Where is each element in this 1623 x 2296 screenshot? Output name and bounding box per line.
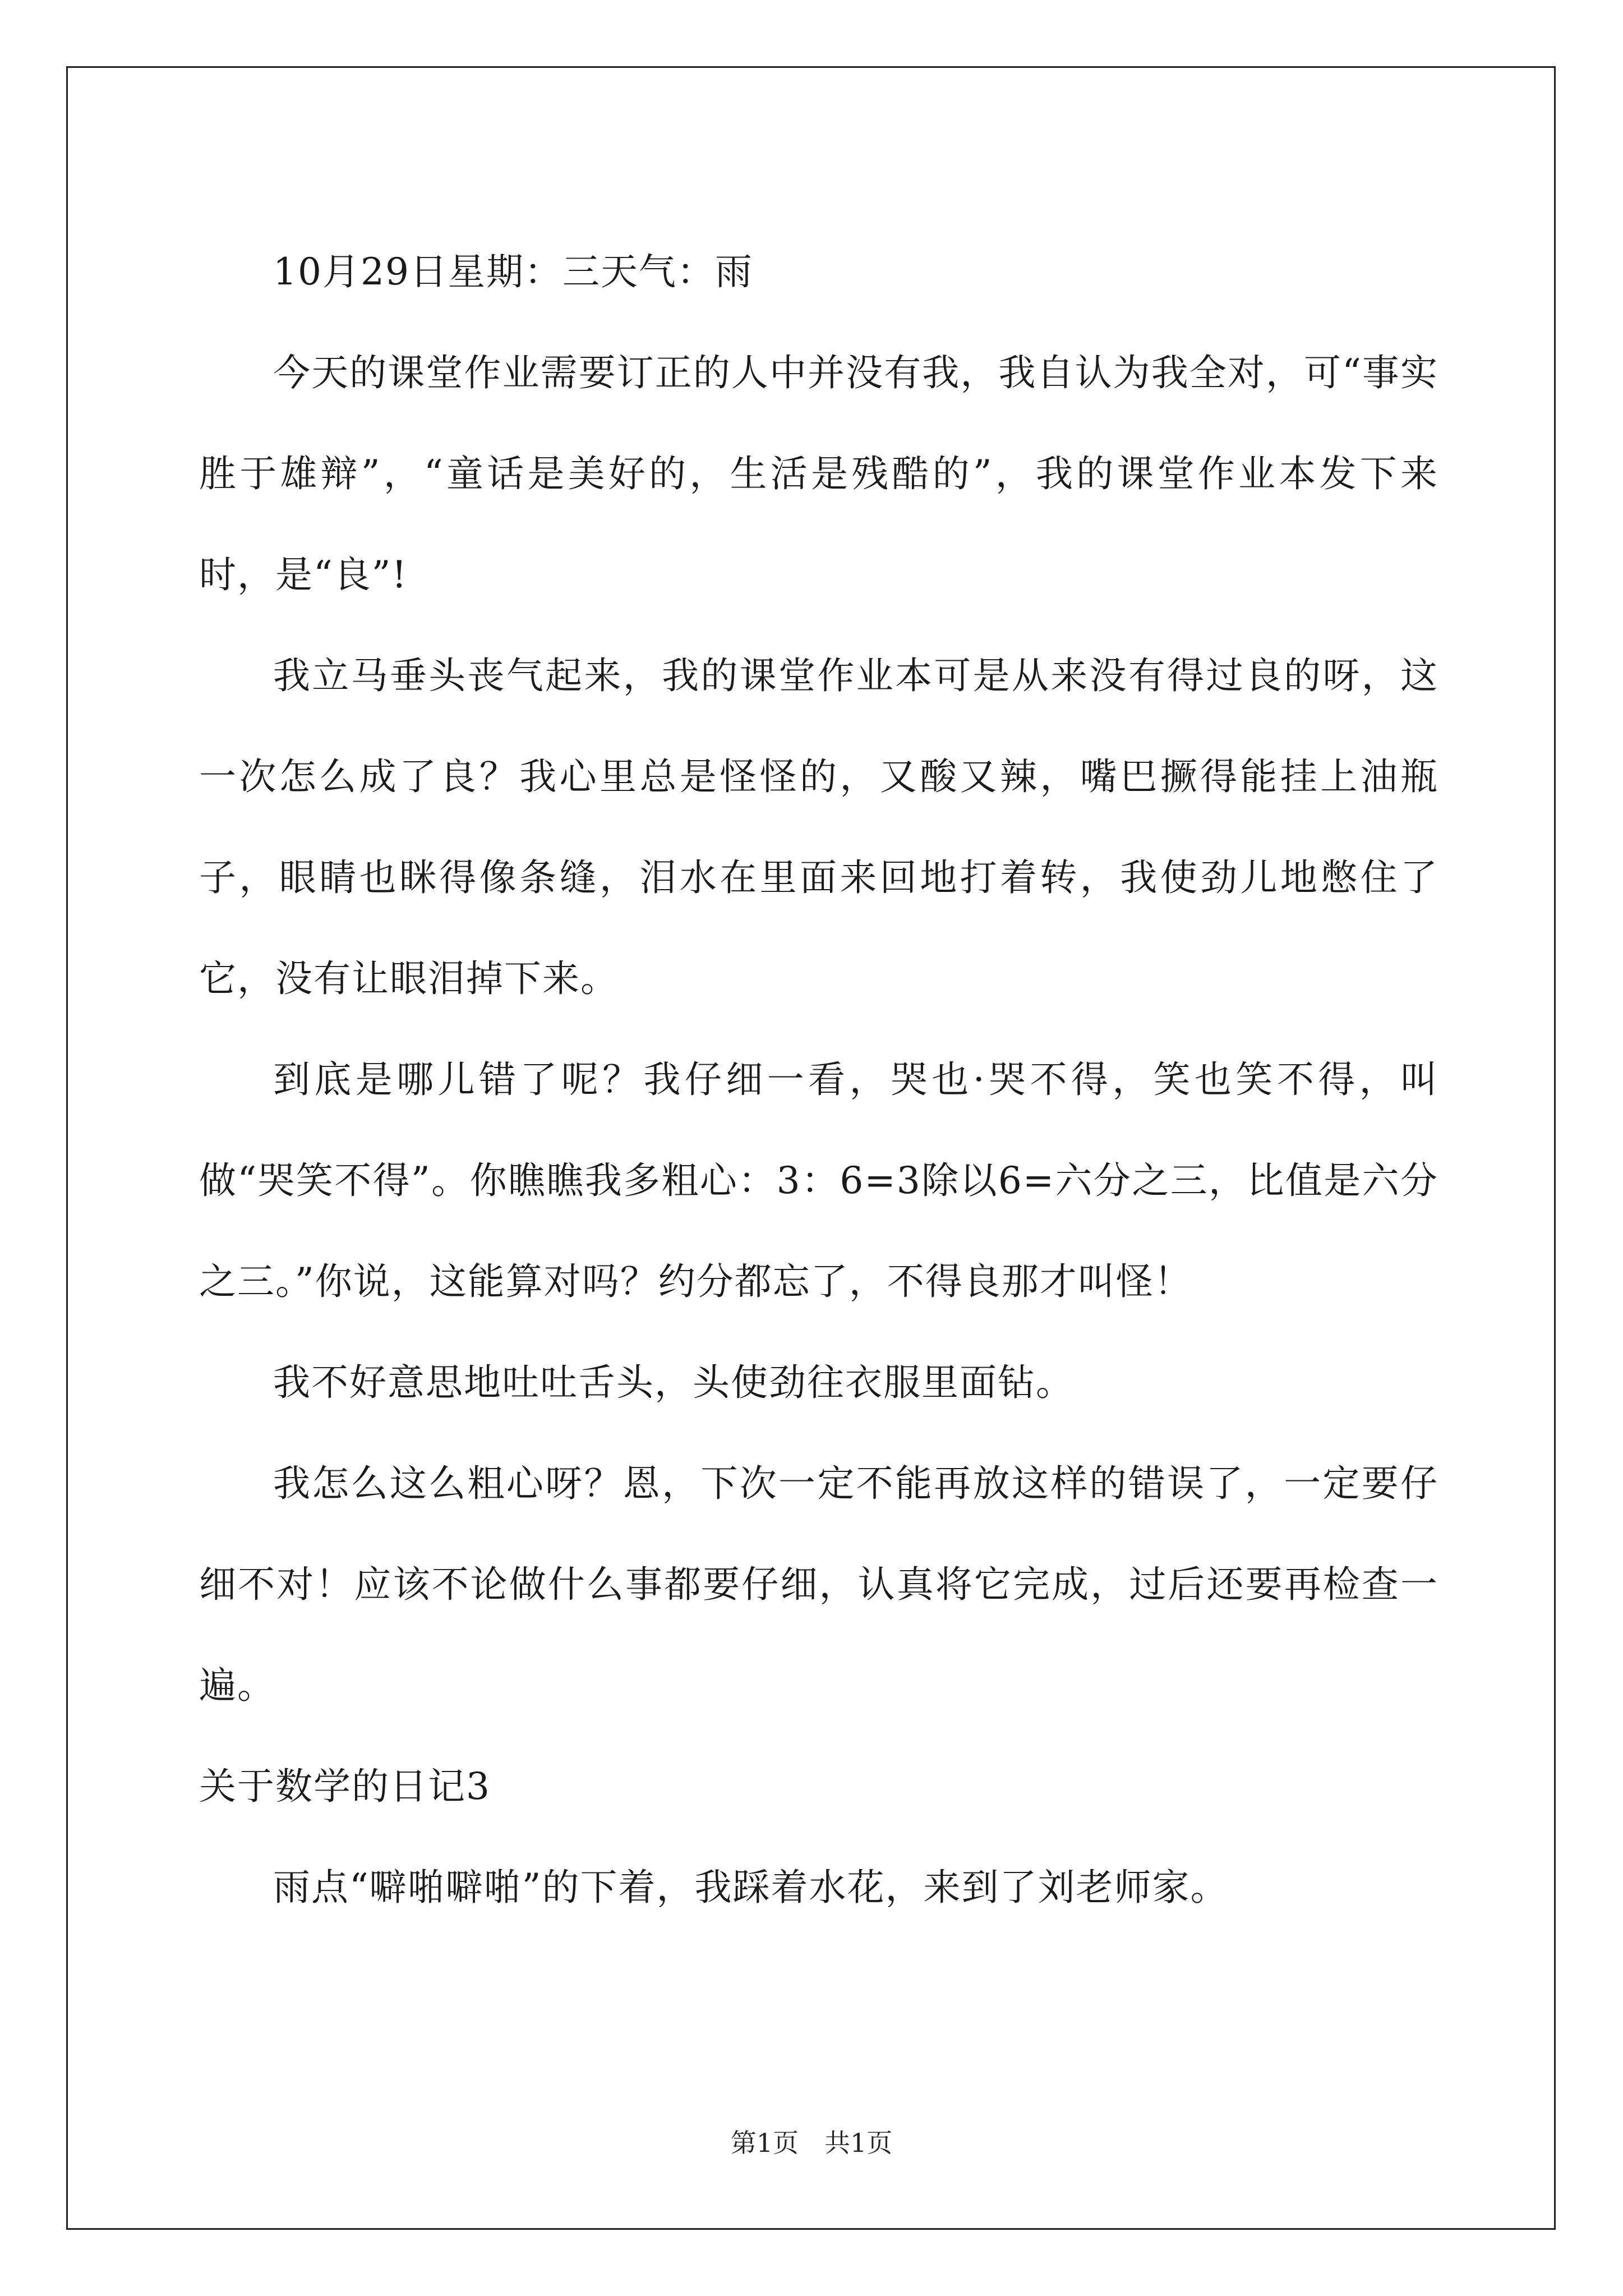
paragraph-feelings: 我立马垂头丧气起来，我的课堂作业本可是从来没有得过良的呀，这一次怎么成了良？我心里总是怪怪的，又酸又辣，嘴巴撅得能挂上油瓶子，眼睛也眯得像条缝，泪水在里面来回地打着转，我使劲儿地憋住了它，没有让眼泪掉下来。 bbox=[199, 654, 1438, 1000]
section-heading: 关于数学的日记3 bbox=[199, 1765, 491, 1808]
paragraph-resolution: 我怎么这么粗心呀？恩，下次一定不能再放这样的错误了，一定要仔细不对！应该不论做什么事都要仔细，认真将它完成，过后还要再检查一遍。 bbox=[199, 1462, 1438, 1707]
paragraph-rain-visit: 雨点“噼啪噼啪”的下着，我踩着水花，来到了刘老师家。 bbox=[273, 1866, 1229, 1909]
diary-date-line: 10月29日星期：三天气：雨 bbox=[273, 250, 753, 293]
paragraph-mistake: 到底是哪儿错了呢？我仔细一看，哭也·哭不得，笑也笑不得，叫做“哭笑不得”。你瞧瞧我多粗心：3：6=3除以6=六分之三，比值是六分之三。”你说，这能算对吗？约分都忘了，不得良那才叫怪！ bbox=[199, 1058, 1438, 1303]
page-footer: 第1页 共1页 bbox=[730, 2128, 893, 2158]
paragraph-homework-grade: 今天的课堂作业需要订正的人中并没有我，我自认为我全对，可“事实胜于雄辩”，“童话是美好的，生活是残酷的”，我的课堂作业本发下来时，是“良”! bbox=[199, 351, 1438, 596]
paragraph-embarrassed: 我不好意思地吐吐舌头，头使劲往衣服里面钻。 bbox=[273, 1361, 1074, 1404]
document-body bbox=[199, 222, 1438, 1938]
